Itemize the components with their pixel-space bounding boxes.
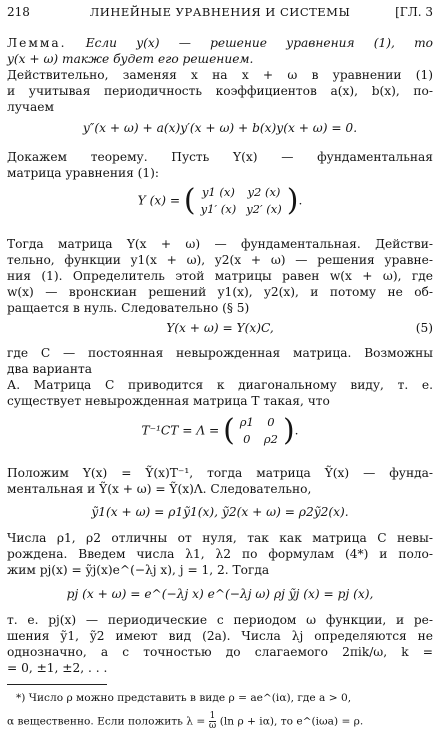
footnote-line-1: *) Число ρ можно представить в виде ρ = ae^(iα), где a > 0,	[16, 692, 352, 704]
lemma-label: Лемма.	[7, 36, 67, 50]
matrix-cell: 0	[243, 432, 251, 446]
text-line: два варианта	[7, 362, 92, 376]
text-line: где C — постоянная невырожденная матрица. Возможны	[7, 346, 433, 360]
matrix-lhs: Y (x) =	[137, 193, 181, 208]
footnote-rule	[7, 684, 107, 685]
text-line: Докажем теорему. Пусть Y(x) — фундаментальная	[7, 150, 433, 164]
text-line: ния (1). Определитель этой матрицы равен w(x + ω), где	[7, 269, 433, 283]
matrix-cell: ρ1	[239, 415, 254, 429]
text-line: Действительно, заменяя x на x + ω в уравнении (1)	[7, 68, 433, 82]
footnote-text: (ln ρ + iα), то e^(iωa) = ρ.	[219, 715, 364, 728]
equation-number: (5)	[415, 321, 433, 335]
text-line: рождена. Введем числа λ1, λ2 по формулам (4*) и поло-	[7, 547, 433, 561]
matrix-cell: 0	[267, 415, 275, 429]
fraction-numerator: 1	[209, 711, 216, 721]
matrix-lhs: T⁻¹CT = Λ =	[141, 423, 220, 438]
matrix: ( y1 (x) y2 (x) y1′ (x) y2′ (x) )	[183, 183, 299, 218]
text-line: А. Матрица C приводится к диагональному виду, т. е.	[7, 378, 433, 392]
text-line: Тогда матрица Y(x + ω) — фундаментальная. Действи-	[7, 237, 433, 251]
equation: y″(x + ω) + a(x)y′(x + ω) + b(x)y(x + ω) = 0.	[82, 121, 358, 135]
text-line: ращается в нуль. Следовательно (§ 5)	[7, 301, 250, 315]
text-line: лучаем	[7, 100, 54, 114]
text-line: тельно, функции y1(x + ω), y2(x + ω) — решения уравне-	[7, 253, 433, 267]
text-line: однозначно, а с точностью до слагаемого 2πik/ω, k =	[7, 645, 433, 659]
text-line: и учитывая периодичность коэффициентов a(x), b(x), по-	[7, 84, 433, 98]
text-line: жим pj(x) = ỹj(x)e^(−λj x), j = 1, 2. Тогда	[7, 563, 270, 577]
lemma-line-1	[7, 35, 433, 52]
matrix-cell: y1′ (x)	[200, 202, 237, 216]
matrix-cell: ρ2	[263, 432, 278, 446]
equation: ỹ1(x + ω) = ρ1ỹ1(x), ỹ2(x + ω) = ρ2ỹ2(x).	[91, 505, 349, 519]
matrix-equation	[7, 414, 433, 458]
chapter-marker: [ГЛ. 3	[395, 5, 433, 19]
lemma-line-2: y(x + ω) также будет его решением.	[7, 52, 254, 66]
equation: pj (x + ω) = e^(−λj x) e^(−λj ω) ρj ỹj (x) = pj (x),	[66, 587, 374, 601]
text-line: Числа ρ1, ρ2 отличны от нуля, так как матрица C невы-	[7, 531, 433, 545]
matrix-cell: y2 (x)	[247, 185, 281, 199]
equation: Y(x + ω) = Y(x)C,	[166, 321, 274, 335]
footnote-text: α вещественно. Если положить λ =	[7, 715, 206, 728]
text-line: ментальная и Ỹ(x + ω) = Ỹ(x)Λ. Следовательно,	[7, 482, 312, 496]
text-line: шения ỹ1, ỹ2 имеют вид (2а). Числа λj определяются не	[7, 629, 433, 643]
matrix-equation	[7, 184, 433, 226]
matrix-end: .	[298, 193, 303, 208]
text-line: существует невырожденная матрица T такая, что	[7, 394, 330, 408]
matrix-end: .	[294, 423, 299, 438]
page-header	[7, 4, 433, 20]
page-number: 218	[7, 5, 30, 19]
matrix-cell: y1 (x)	[201, 185, 235, 199]
text-line: = 0, ±1, ±2, . . .	[7, 661, 108, 675]
matrix: ( ρ1 0 0 ρ2 )	[223, 413, 295, 448]
text-line: Положим Y(x) = Ỹ(x)T⁻¹, тогда матрица Ỹ(x) — фунда-	[7, 466, 433, 480]
running-title: ЛИНЕЙНЫЕ УРАВНЕНИЯ И СИСТЕМЫ	[89, 5, 351, 19]
fraction	[209, 712, 217, 731]
matrix-cell: y2′ (x)	[246, 202, 282, 216]
text-line: w(x) — вронскиан решений y1(x), y2(x), и потому не об-	[7, 285, 433, 299]
lemma-text-1: Если y(x) — решение уравнения (1), то	[85, 36, 433, 50]
text-line: матрица уравнения (1):	[7, 166, 160, 180]
fraction-denominator: ω	[208, 721, 217, 731]
footnote-line-2	[7, 712, 433, 731]
text-line: т. е. pj(x) — периодические с периодом ω функции, и ре-	[7, 613, 433, 627]
